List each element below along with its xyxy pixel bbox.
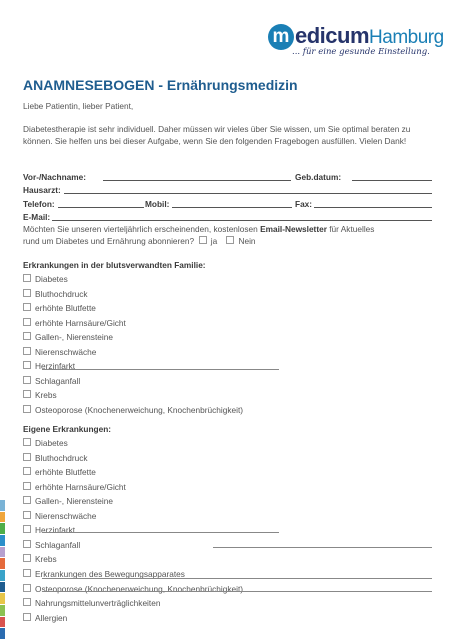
own-condition-checkbox[interactable] <box>23 569 31 577</box>
own-condition-checkbox[interactable] <box>23 482 31 490</box>
own-condition-item <box>23 453 88 463</box>
email-field[interactable] <box>52 220 432 221</box>
own-condition-label: Nierenschwäche <box>35 510 97 521</box>
email-label: E-Mail: <box>23 212 51 222</box>
page-title: ANAMNESEBOGEN - Ernährungsmedizin <box>23 77 298 93</box>
family-condition-checkbox[interactable] <box>23 347 31 355</box>
family-condition-item <box>23 405 243 415</box>
family-condition-label: Diabetes <box>35 274 68 284</box>
family-other-field[interactable] <box>42 369 279 370</box>
mobile-label: Mobil: <box>145 199 170 209</box>
family-condition-item <box>23 390 57 400</box>
family-condition-label: Gallen-, Nierensteine <box>35 332 113 343</box>
own-section-heading: Eigene Erkrankungen: <box>23 424 112 434</box>
own-condition-checkbox[interactable] <box>23 467 31 475</box>
own-condition-item <box>23 438 68 448</box>
mobile-field[interactable] <box>172 207 292 208</box>
own-condition-label: Nahrungsmittelunverträglichkeiten <box>35 598 161 609</box>
strip-segment <box>0 512 5 523</box>
logo-tagline: ... für eine gesunde Einstellung. <box>292 47 430 57</box>
family-condition-item <box>23 376 80 386</box>
family-condition-item <box>23 347 96 357</box>
own-condition-item <box>23 511 96 521</box>
newsletter-no-checkbox[interactable] <box>226 236 234 244</box>
family-condition-label: erhöhte Blutfette <box>35 303 96 314</box>
own-condition-label: Krebs <box>35 554 57 565</box>
family-condition-label: Bluthochdruck <box>35 288 88 299</box>
own-condition-item <box>23 540 80 550</box>
own-condition-checkbox[interactable] <box>23 496 31 504</box>
greeting: Liebe Patientin, lieber Patient, <box>23 101 134 111</box>
strip-segment <box>0 628 5 639</box>
family-condition-checkbox[interactable] <box>23 274 31 282</box>
family-condition-item <box>23 303 96 313</box>
family-condition-item <box>23 318 126 328</box>
family-condition-label: erhöhte Harnsäure/Gicht <box>35 317 126 328</box>
family-condition-checkbox[interactable] <box>23 303 31 311</box>
own-condition-checkbox[interactable] <box>23 525 31 533</box>
family-condition-checkbox[interactable] <box>23 361 31 369</box>
own-condition-checkbox[interactable] <box>23 511 31 519</box>
physician-field[interactable] <box>64 193 432 194</box>
own-condition-label: erhöhte Blutfette <box>35 467 96 478</box>
strip-segment <box>0 500 5 511</box>
family-condition-checkbox[interactable] <box>23 332 31 340</box>
phone-label: Telefon: <box>23 199 55 209</box>
physician-label: Hausarzt: <box>23 185 61 195</box>
own-condition-label: Schlaganfall <box>35 539 81 550</box>
strip-segment <box>0 605 5 616</box>
family-condition-checkbox[interactable] <box>23 376 31 384</box>
birthdate-field[interactable] <box>352 180 432 181</box>
strip-segment <box>0 535 5 546</box>
own-condition-item <box>23 554 57 564</box>
family-condition-label: Herzinfarkt <box>35 361 76 372</box>
phone-field[interactable] <box>58 207 144 208</box>
own-condition-checkbox[interactable] <box>23 584 31 592</box>
own-condition-label: Allergien <box>35 612 68 623</box>
strip-segment <box>0 558 5 569</box>
birthdate-label: Geb.datum: <box>295 172 342 182</box>
own-condition-label: Osteoporose (Knochenerweichung, Knochenbrüchigkeit) <box>35 583 244 594</box>
own-condition-item <box>23 584 243 594</box>
newsletter-question: Möchten Sie unseren vierteljährlich erscheinenden, kostenlosen Email-Newsletter für Aktuelles rund um Diabetes und Ernährung abonnieren? ja Nein <box>23 224 375 246</box>
name-field[interactable] <box>103 180 291 181</box>
own-other-field-4[interactable] <box>42 591 432 592</box>
own-condition-checkbox[interactable] <box>23 613 31 621</box>
family-condition-checkbox[interactable] <box>23 405 31 413</box>
own-condition-item <box>23 467 96 477</box>
family-condition-item <box>23 289 88 299</box>
strip-segment <box>0 570 5 581</box>
family-condition-label: Schlaganfall <box>35 375 81 386</box>
own-condition-label: Erkrankungen des Bewegungsapparates <box>35 568 185 579</box>
logo-mark: m <box>268 24 294 50</box>
own-condition-label: Gallen-, Nierensteine <box>35 496 113 507</box>
family-condition-item <box>23 332 113 342</box>
intro-text: Diabetestherapie ist sehr individuell. Daher müssen wir vieles über Sie wissen, um Sie optimal beraten zu können. Sie helfen uns bei dieser Aufgabe, wenn Sie den folgenden Fragebogen ausfüllen. Vielen Dank! <box>23 124 411 146</box>
fax-label: Fax: <box>295 199 313 209</box>
family-condition-label: Krebs <box>35 390 57 401</box>
strip-segment <box>0 523 5 534</box>
own-other-field-1[interactable] <box>42 532 279 533</box>
strip-segment <box>0 617 5 628</box>
family-condition-label: Nierenschwäche <box>35 346 97 357</box>
name-label: Vor-/Nachname: <box>23 172 87 182</box>
strip-segment <box>0 593 5 604</box>
own-condition-checkbox[interactable] <box>23 453 31 461</box>
own-condition-label: erhöhte Harnsäure/Gicht <box>35 481 126 492</box>
family-condition-checkbox[interactable] <box>23 390 31 398</box>
own-condition-checkbox[interactable] <box>23 438 31 446</box>
own-condition-item <box>23 525 75 535</box>
own-condition-checkbox[interactable] <box>23 540 31 548</box>
newsletter-yes-checkbox[interactable] <box>199 236 207 244</box>
newsletter-no-label: Nein <box>238 235 256 246</box>
logo-wordmark: edicumHamburg <box>295 23 444 48</box>
strip-segment <box>0 582 5 593</box>
own-condition-checkbox[interactable] <box>23 554 31 562</box>
own-condition-label: Diabetes <box>35 438 68 448</box>
own-condition-checkbox[interactable] <box>23 598 31 606</box>
own-condition-label: Bluthochdruck <box>35 452 88 463</box>
newsletter-yes-label: ja <box>210 235 218 246</box>
family-condition-label: Osteoporose (Knochenerweichung, Knochenbrüchigkeit) <box>35 404 244 415</box>
family-condition-item <box>23 274 68 284</box>
family-condition-checkbox[interactable] <box>23 318 31 326</box>
own-condition-item <box>23 496 113 506</box>
own-condition-item <box>23 482 126 492</box>
own-condition-item <box>23 598 160 608</box>
fax-field[interactable] <box>314 207 432 208</box>
logo <box>262 22 444 62</box>
own-condition-label: Herzinfarkt <box>35 525 76 536</box>
own-condition-item <box>23 613 67 623</box>
family-condition-checkbox[interactable] <box>23 289 31 297</box>
family-section-heading: Erkrankungen in der blutsverwandten Familie: <box>23 260 206 270</box>
newsletter-keyword: Email-Newsletter <box>260 224 327 234</box>
own-other-field-3[interactable] <box>42 578 432 579</box>
own-other-field-2[interactable] <box>213 547 432 548</box>
strip-segment <box>0 547 5 558</box>
